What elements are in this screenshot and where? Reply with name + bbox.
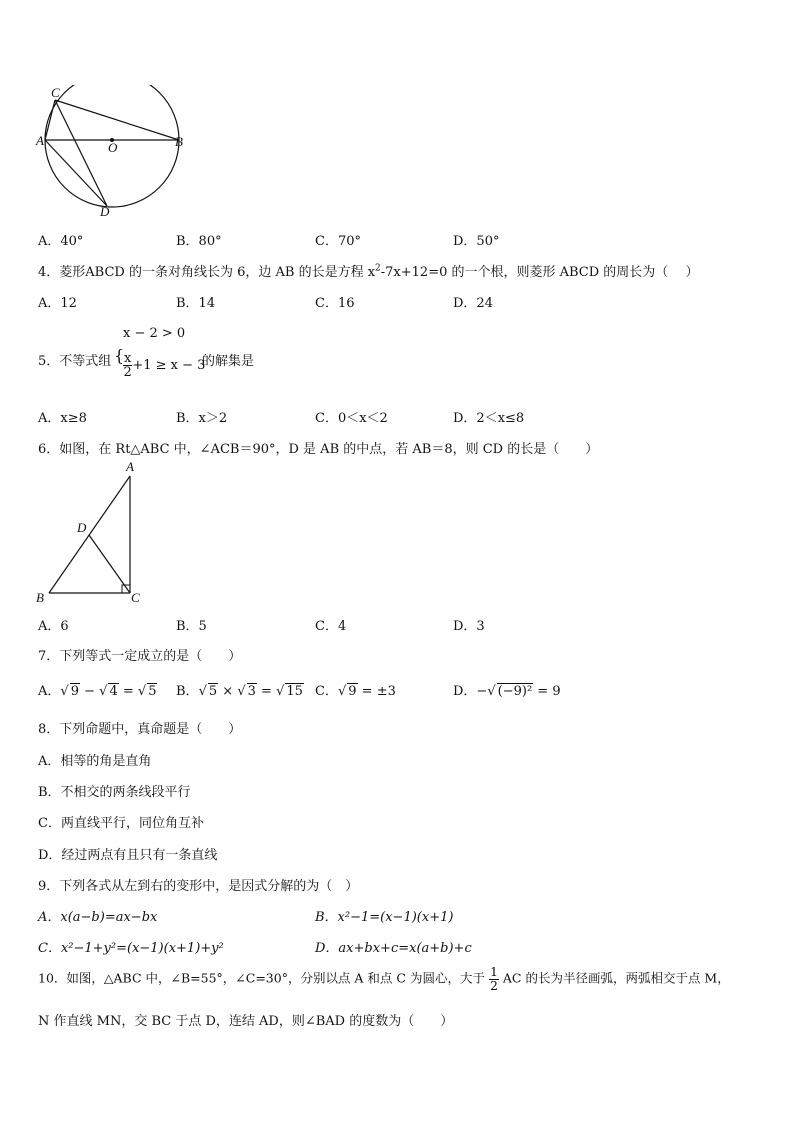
q3-label-d: D [100, 204, 110, 219]
q6-label-a: A [126, 459, 134, 474]
q3-label-b: B [175, 134, 183, 149]
q8-option-a: A．相等的角是直角 [38, 754, 152, 769]
q5-option-a: A．x≥8 [38, 411, 87, 426]
q6-triangle-figure [32, 458, 152, 608]
q9-option-a: A．x(a−b)=ax−bx [38, 910, 158, 925]
q7-a-radicand-1: 9 [70, 684, 79, 699]
q6-option-c: C．4 [315, 619, 347, 634]
q7-a-radicand-2: 4 [109, 684, 118, 699]
q5-prefix: 5．不等式组 [38, 354, 112, 369]
q3-option-b: B．80° [176, 234, 222, 249]
q4-option-c: C．16 [315, 296, 355, 311]
q7-d-rest: = 9 [533, 684, 561, 699]
q3-chord-ca [45, 100, 55, 140]
q7-a-op1: − [79, 684, 100, 699]
q3-label-c: C [51, 85, 60, 100]
q6-option-b: B．5 [176, 619, 207, 634]
q7-option-b: B．√ 5 × √ 3 = √ 15 [176, 684, 303, 699]
q9-option-b: B．x²−1=(x−1)(x+1) [315, 910, 454, 925]
q5-inequality-line1: x − 2 > 0 [123, 326, 186, 341]
q10-line1-post: AC 的长为半径画弧，两弧相交于点 M， [502, 970, 730, 986]
q5-fraction-den: 2 [123, 365, 132, 380]
q6-option-a: A．6 [38, 619, 69, 634]
q6-option-d: D．3 [453, 619, 485, 634]
q6-label-d: D [77, 520, 87, 535]
q10-line1 [38, 966, 730, 992]
q7-stem: 7．下列等式一定成立的是（ ） [38, 649, 242, 664]
q3-chord-cb [55, 100, 179, 140]
q10-line2: N 作直线 MN，交 BC 于点 D，连结 AD，则∠BAD 的度数为（ ） [38, 1014, 454, 1029]
q6-median-cd [89, 535, 130, 593]
q7-option-c: C．√ 9 = ±3 [315, 684, 396, 699]
q8-option-b: B．不相交的两条线段平行 [38, 785, 191, 800]
q6-label-c: C [131, 590, 140, 605]
q7-option-a-label: A． [38, 684, 61, 699]
q7-d-radicand: (−9)² [497, 684, 533, 699]
q9-option-d: D．ax+bx+c=x(a+b)+c [315, 941, 472, 956]
q3-label-a: A [36, 133, 44, 148]
q8-option-d: D．经过两点有且只有一条直线 [38, 848, 218, 863]
q5-fraction-num: x [124, 351, 132, 366]
q7-c-rest: = ±3 [357, 684, 396, 699]
q5-option-d: D．2＜x≤8 [453, 411, 525, 426]
q3-option-d: D．50° [453, 234, 500, 249]
q3-circle-figure [30, 85, 200, 225]
q3-chord-cd [55, 100, 107, 206]
q4-option-d: D．24 [453, 296, 493, 311]
q7-b-op2: = [256, 684, 277, 699]
q7-a-radicand-3: 5 [148, 684, 157, 699]
q10-fraction-den: 2 [489, 977, 498, 993]
q7-d-pre: − [476, 684, 488, 699]
q5-inequality-line2 [123, 352, 205, 379]
q5-option-c: C．0＜x＜2 [315, 411, 388, 426]
q7-b-op1: × [218, 684, 238, 699]
q4-option-b: B．14 [176, 296, 216, 311]
q3-option-a: A．40° [38, 234, 84, 249]
q4-option-a: A．12 [38, 296, 77, 311]
q4-stem-suffix: -7x+12=0 的一个根，则菱形 ABCD 的周长为（ ） [380, 265, 699, 280]
q7-c-radicand: 9 [348, 684, 357, 699]
q5-line2-rest: +1 ≥ x − 3 [132, 358, 206, 373]
q7-a-op2: = [118, 684, 138, 699]
q7-option-b-label: B． [176, 684, 199, 699]
q10-fraction [489, 966, 499, 992]
q7-option-c-label: C． [315, 684, 338, 699]
q7-option-d-label: D． [453, 684, 477, 699]
q5-fraction [123, 352, 132, 379]
q5-suffix: 的解集是 [202, 354, 255, 369]
q3-option-c: C．70° [315, 234, 361, 249]
q9-stem: 9．下列各式从左到右的变形中，是因式分解的为（ ） [38, 879, 359, 894]
q4-stem-sup: 2 [375, 263, 381, 274]
q7-option-a: A．√ 9 − √ 4 = √ 5 [38, 684, 157, 699]
q4-stem-prefix: 4．菱形ABCD 的一条对角线长为 6，边 AB 的长是方程 x [38, 265, 376, 280]
q10-line1-pre: 10．如图，△ABC 中，∠B=55°，∠C=30°，分别以点 A 和点 C 为圆心，大于 [38, 970, 485, 986]
q7-b-radicand-3: 15 [286, 684, 303, 699]
q10-fraction-num: 1 [489, 964, 498, 979]
q7-b-radicand-2: 3 [247, 684, 256, 699]
q7-b-radicand-1: 5 [208, 684, 218, 699]
q8-option-c: C．两直线平行，同位角互补 [38, 816, 204, 831]
q5-option-b: B．x＞2 [176, 411, 228, 426]
q8-stem: 8．下列命题中，真命题是（ ） [38, 722, 242, 737]
q7-option-d: D．−√ (−9)² = 9 [453, 684, 561, 699]
q6-label-b: B [36, 590, 44, 605]
q5-brace: { [114, 346, 125, 365]
q4-stem [38, 261, 698, 280]
q6-stem: 6．如图，在 Rt△ABC 中，∠ACB＝90°，D 是 AB 的中点，若 AB＝8，则 CD 的长是（ ） [38, 442, 599, 457]
q9-option-c: C．x²−1+y²=(x−1)(x+1)+y² [38, 941, 224, 956]
q3-label-o: O [108, 140, 118, 155]
